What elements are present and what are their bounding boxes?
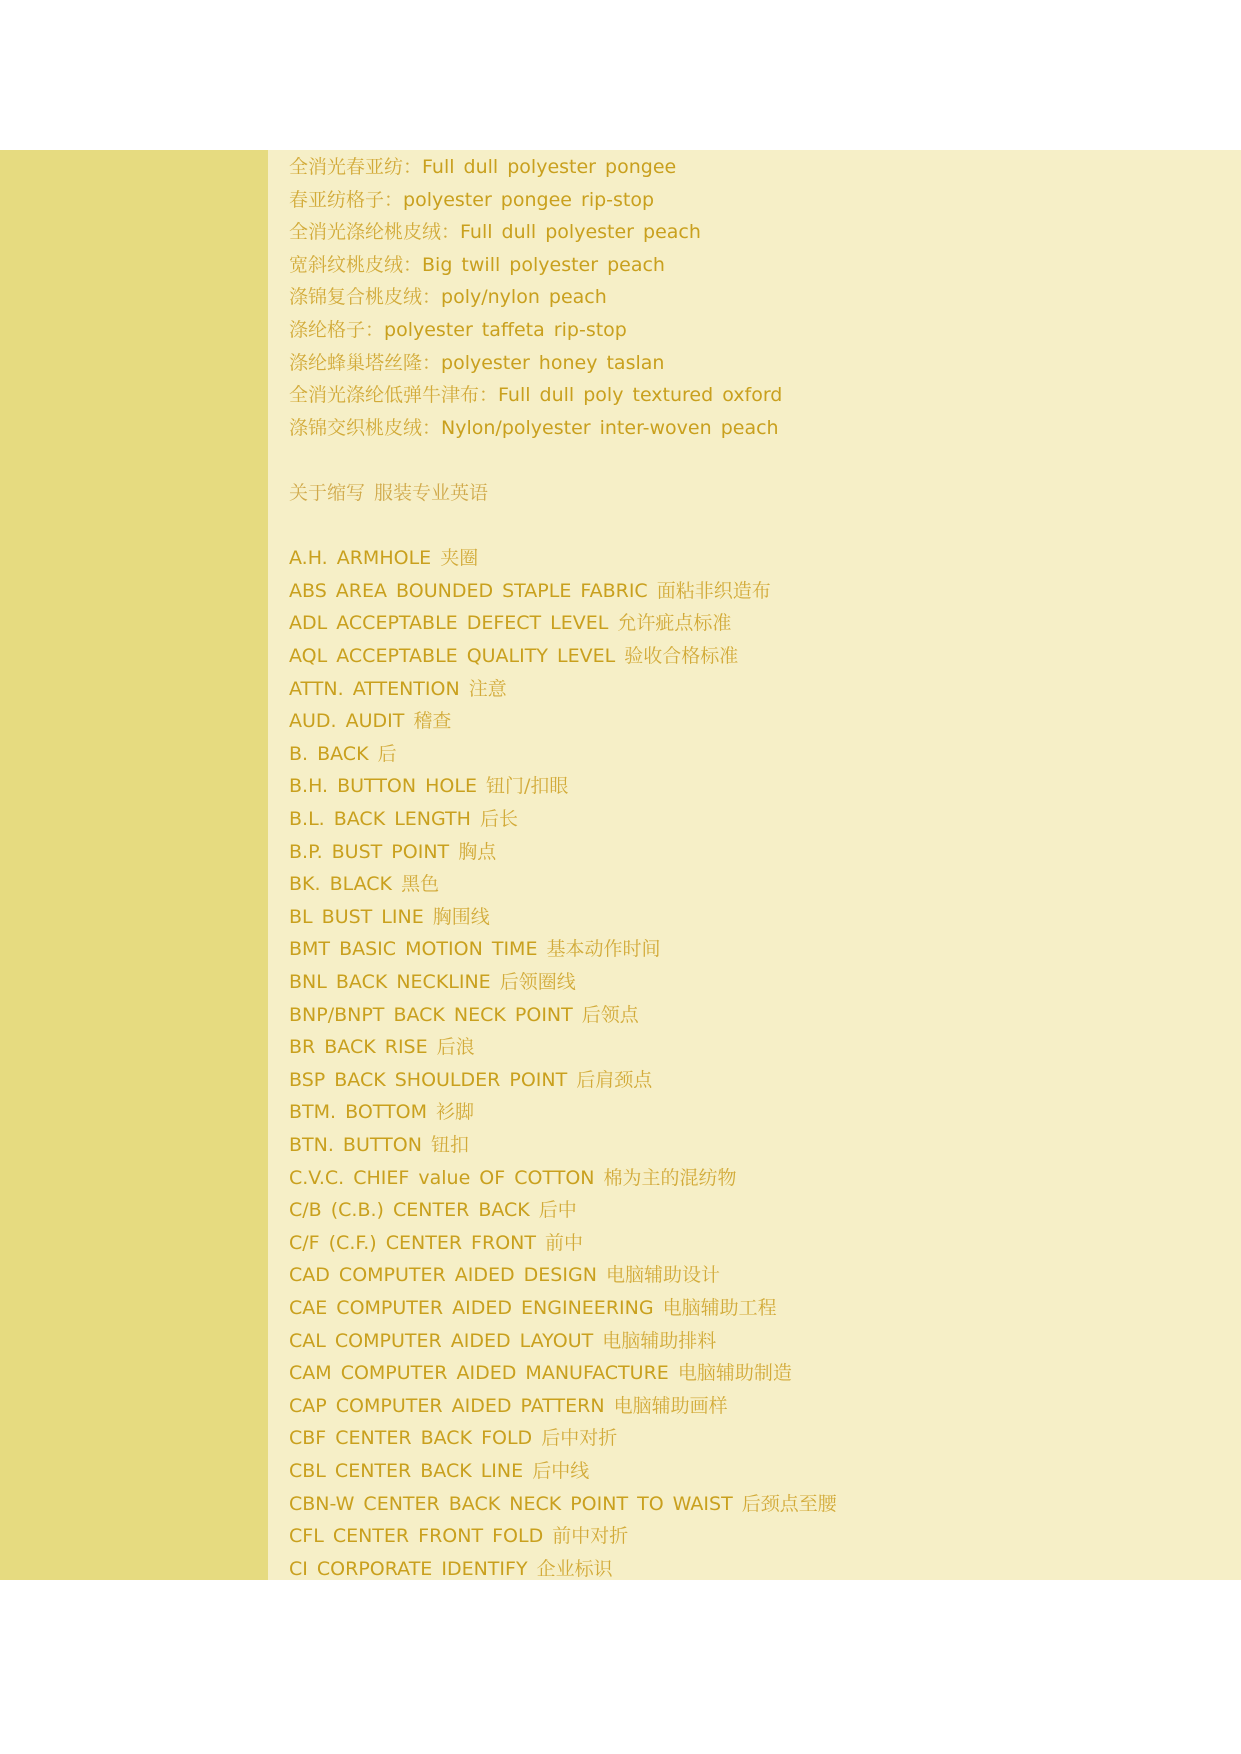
fabric-term-chinese: 全消光涤纶低弹牛津布： [289, 384, 499, 407]
abbreviation-chinese: 后中线 [532, 1460, 590, 1482]
abbreviation-chinese: 注意 [468, 677, 507, 700]
abbreviation-english: BMT BASIC MOTION TIME [289, 938, 538, 961]
abbreviation-chinese: 后颈点至腰 [741, 1492, 837, 1515]
abbreviation-english: ATTN. ATTENTION [289, 677, 460, 700]
fabric-term [289, 379, 782, 411]
abbreviation-entry [289, 999, 639, 1031]
abbreviation-entry [289, 705, 451, 737]
abbreviation-chinese: 胸围线 [432, 905, 490, 928]
abbreviation-english: CAE COMPUTER AIDED ENGINEERING [289, 1297, 654, 1319]
abbreviation-english: B.L. BACK LENGTH [289, 808, 471, 830]
abbreviation-chinese: 后长 [480, 808, 519, 830]
fabric-term [289, 216, 701, 248]
abbreviation-english: CBN-W CENTER BACK NECK POINT TO WAIST [289, 1492, 733, 1515]
abbreviation-entry [289, 738, 397, 770]
section-heading [289, 477, 488, 509]
abbreviation-english: CAP COMPUTER AIDED PATTERN [289, 1394, 605, 1417]
abbreviation-chinese: 企业标识 [536, 1557, 613, 1580]
abbreviation-english: ADL ACCEPTABLE DEFECT LEVEL [289, 612, 609, 635]
abbreviation-english: BK. BLACK [289, 873, 393, 896]
abbreviation-chinese: 面粘非织造布 [656, 579, 771, 602]
fabric-term-chinese: 宽斜纹桃皮绒： [289, 253, 423, 276]
abbreviation-entry [289, 966, 576, 998]
abbreviation-chinese: 电脑辅助画样 [613, 1394, 728, 1417]
abbreviation-chinese: 后领点 [581, 1003, 639, 1026]
fabric-term [289, 347, 664, 379]
fabric-term [289, 151, 676, 183]
section-heading-text: 关于缩写 服装专业英语 [289, 482, 489, 504]
abbreviation-entry [289, 607, 731, 639]
abbreviation-chinese: 黑色 [401, 873, 440, 896]
fabric-term [289, 184, 654, 216]
fabric-term-chinese: 涤锦交织桃皮绒： [289, 416, 442, 439]
abbreviation-chinese: 允许疵点标准 [617, 612, 732, 635]
abbreviation-chinese: 后领圈线 [499, 971, 576, 993]
abbreviation-entry [289, 1357, 792, 1389]
abbreviation-english: CI CORPORATE IDENTIFY [289, 1557, 528, 1580]
abbreviation-chinese: 稽查 [413, 710, 452, 733]
abbreviation-entry [289, 1488, 837, 1520]
fabric-term [289, 412, 779, 444]
abbreviation-english: C/B (C.B.) CENTER BACK [289, 1199, 530, 1222]
abbreviation-english: B.H. BUTTON HOLE [289, 775, 477, 798]
abbreviation-entry [289, 1227, 583, 1259]
abbreviation-english: CAM COMPUTER AIDED MANUFACTURE [289, 1362, 669, 1385]
abbreviation-entry [289, 1194, 577, 1226]
abbreviation-english: BNP/BNPT BACK NECK POINT [289, 1003, 573, 1026]
abbreviation-english: BNL BACK NECKLINE [289, 971, 491, 993]
page-band [0, 150, 1241, 1580]
abbreviation-english: BL BUST LINE [289, 905, 424, 928]
abbreviation-entry [289, 1422, 617, 1454]
abbreviation-english: B.P. BUST POINT [289, 840, 450, 863]
abbreviation-english: C.V.C. CHIEF value OF COTTON [289, 1166, 595, 1189]
abbreviation-chinese: 后 [377, 742, 397, 765]
abbreviation-chinese: 后肩颈点 [576, 1068, 653, 1091]
fabric-term [289, 249, 665, 281]
fabric-term-chinese: 全消光春亚纺： [289, 156, 423, 178]
abbreviation-english: AQL ACCEPTABLE QUALITY LEVEL [289, 645, 616, 667]
abbreviation-entry [289, 1129, 469, 1161]
abbreviation-entry [289, 575, 771, 607]
abbreviation-english: CBL CENTER BACK LINE [289, 1460, 524, 1482]
abbreviation-english: A.H. ARMHOLE [289, 547, 432, 570]
abbreviation-entry [289, 1292, 777, 1324]
fabric-term [289, 314, 627, 346]
abbreviation-chinese: 衫脚 [436, 1101, 475, 1124]
abbreviation-english: BR BACK RISE [289, 1036, 428, 1059]
fabric-term-english: polyester honey taslan [441, 351, 665, 374]
abbreviation-english: ABS AREA BOUNDED STAPLE FABRIC [289, 579, 648, 602]
document-body [289, 150, 1219, 1580]
abbreviation-entry [289, 933, 661, 965]
abbreviation-chinese: 电脑辅助制造 [677, 1362, 792, 1385]
abbreviation-chinese: 电脑辅助工程 [662, 1297, 777, 1319]
fabric-term-english: poly/nylon peach [441, 286, 607, 309]
abbreviation-english: CAD COMPUTER AIDED DESIGN [289, 1264, 597, 1287]
abbreviation-entry [289, 1390, 728, 1422]
abbreviation-entry [289, 836, 496, 868]
abbreviation-english: CFL CENTER FRONT FOLD [289, 1525, 544, 1548]
fabric-term-english: Full dull poly textured oxford [498, 384, 783, 407]
abbreviation-chinese: 后中 [538, 1199, 577, 1222]
abbreviation-chinese: 钮扣 [430, 1134, 469, 1156]
fabric-term-chinese: 涤纶格子： [289, 319, 385, 341]
abbreviation-chinese: 棉为主的混纺物 [603, 1166, 737, 1189]
abbreviation-entry [289, 1162, 737, 1194]
abbreviation-entry [289, 770, 568, 802]
abbreviation-entry [289, 803, 518, 835]
abbreviation-chinese: 基本动作时间 [546, 938, 661, 961]
abbreviation-entry [289, 901, 490, 933]
abbreviation-chinese: 电脑辅助设计 [605, 1264, 720, 1287]
abbreviation-entry [289, 1259, 720, 1291]
abbreviation-english: BTN. BUTTON [289, 1134, 422, 1156]
abbreviation-entry [289, 1031, 475, 1063]
abbreviation-english: CAL COMPUTER AIDED LAYOUT [289, 1329, 594, 1352]
abbreviation-entry [289, 1064, 652, 1096]
abbreviation-entry [289, 868, 439, 900]
abbreviation-chinese: 后浪 [436, 1036, 475, 1059]
abbreviation-chinese: 电脑辅助排料 [602, 1329, 717, 1352]
abbreviation-chinese: 前中对折 [552, 1525, 629, 1548]
fabric-term-chinese: 涤锦复合桃皮绒： [289, 286, 442, 309]
fabric-term-english: Full dull polyester peach [460, 221, 701, 244]
fabric-term-english: Nylon/polyester inter-woven peach [441, 416, 779, 439]
abbreviation-entry [289, 1325, 716, 1357]
abbreviation-english: C/F (C.F.) CENTER FRONT [289, 1231, 536, 1254]
abbreviation-entry [289, 640, 738, 672]
abbreviation-entry [289, 1455, 589, 1487]
fabric-term-english: polyester taffeta rip-stop [384, 319, 627, 341]
abbreviation-chinese: 验收合格标准 [624, 645, 739, 667]
abbreviation-entry [289, 1096, 474, 1128]
fabric-term [289, 281, 607, 313]
abbreviation-english: CBF CENTER BACK FOLD [289, 1427, 533, 1450]
fabric-term-english: polyester pongee rip-stop [403, 188, 655, 211]
abbreviation-chinese: 钮门/扣眼 [486, 775, 569, 798]
abbreviation-entry [289, 1520, 628, 1552]
abbreviation-entry [289, 673, 507, 705]
abbreviation-chinese: 后中对折 [541, 1427, 618, 1450]
abbreviation-english: BSP BACK SHOULDER POINT [289, 1068, 568, 1091]
abbreviation-entry [289, 542, 478, 574]
fabric-term-english: Big twill polyester peach [422, 253, 665, 276]
fabric-term-chinese: 全消光涤纶桃皮绒： [289, 221, 461, 244]
abbreviation-chinese: 夹圈 [440, 547, 479, 570]
abbreviation-entry [289, 1553, 613, 1585]
fabric-term-chinese: 涤纶蜂巢塔丝隆： [289, 351, 442, 374]
abbreviation-english: AUD. AUDIT [289, 710, 405, 733]
abbreviation-chinese: 胸点 [458, 840, 497, 863]
fabric-term-english: Full dull polyester pongee [422, 156, 677, 178]
abbreviation-english: BTM. BOTTOM [289, 1101, 427, 1124]
left-margin-bar [0, 150, 268, 1580]
abbreviation-chinese: 前中 [545, 1231, 584, 1254]
abbreviation-english: B. BACK [289, 742, 369, 765]
fabric-term-chinese: 春亚纺格子： [289, 188, 404, 211]
